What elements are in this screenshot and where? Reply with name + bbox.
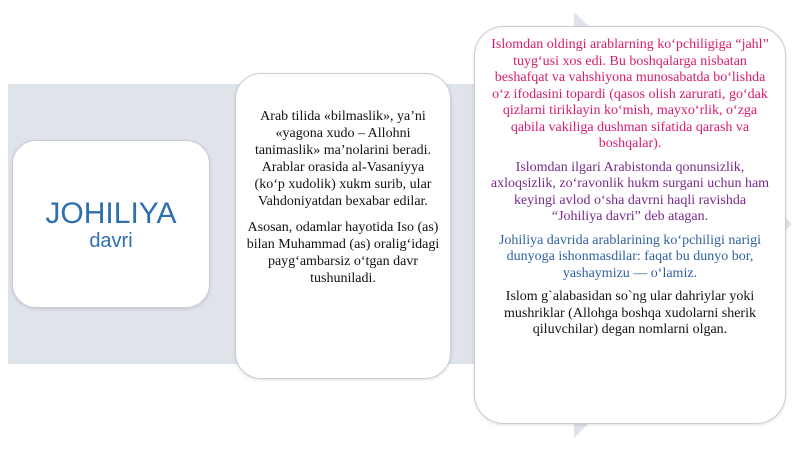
title-card	[12, 140, 210, 308]
details-paragraph-3: Johiliya davrida arablarining ko‘pchiligi narigi dunyoga ishonmasdilar: faqat bu dunyo bor, yashaymizu — o‘lamiz.	[498, 232, 762, 281]
details-paragraph-2: Islomdan ilgari Arabistonda qonunsizlik, axloqsizlik, zo‘ravonlik hukm surgani uchun ham keyingi avlod o‘sha davrni haqli ravishda “Johiliya davri” deb atagan.	[490, 159, 770, 224]
definition-card	[235, 73, 451, 379]
details-paragraph-4: Islom g`alabasidan so`ng ular dahriylar yoki mushriklar (Allohga boshqa xudolarni sherik qiluvchilar) degan nomlarni olgan.	[504, 289, 756, 337]
definition-paragraph-2: Asosan, odamlar hayotida Iso (as) bilan Muhammad (as) oralig‘idagi payg‘ambarsiz o‘tgan davr tushuniladi.	[246, 220, 440, 286]
definition-paragraph-1: Arab tilida «bilmaslik», ya’ni «yagona xudo – Allohni tanimaslik» ma’nolarini beradi. Arablar orasida al-Vasaniyya (ko‘p xudolik) xukm surib, ular Vahdoniyatdan bexabar edilar.	[254, 109, 432, 209]
details-paragraph-1: Islomdan oldingi arablarning ko‘pchiligiga “jahl” tuyg‘usi xos edi. Bu boshqalarga nisbatan beshafqat va vahshiyona munosabatda bo‘lishda o‘z ifodasini topardi (qasos olish zarurati, go‘dak qizlarni tiriklayin ko‘mish, mayxo‘rlik, o‘zga qabila vakiliga dushman sifatida qarash va boshqalar).	[491, 37, 769, 151]
details-card	[474, 26, 786, 424]
title-sub: davri	[89, 229, 133, 252]
title-main: JOHILIYA	[45, 196, 177, 230]
